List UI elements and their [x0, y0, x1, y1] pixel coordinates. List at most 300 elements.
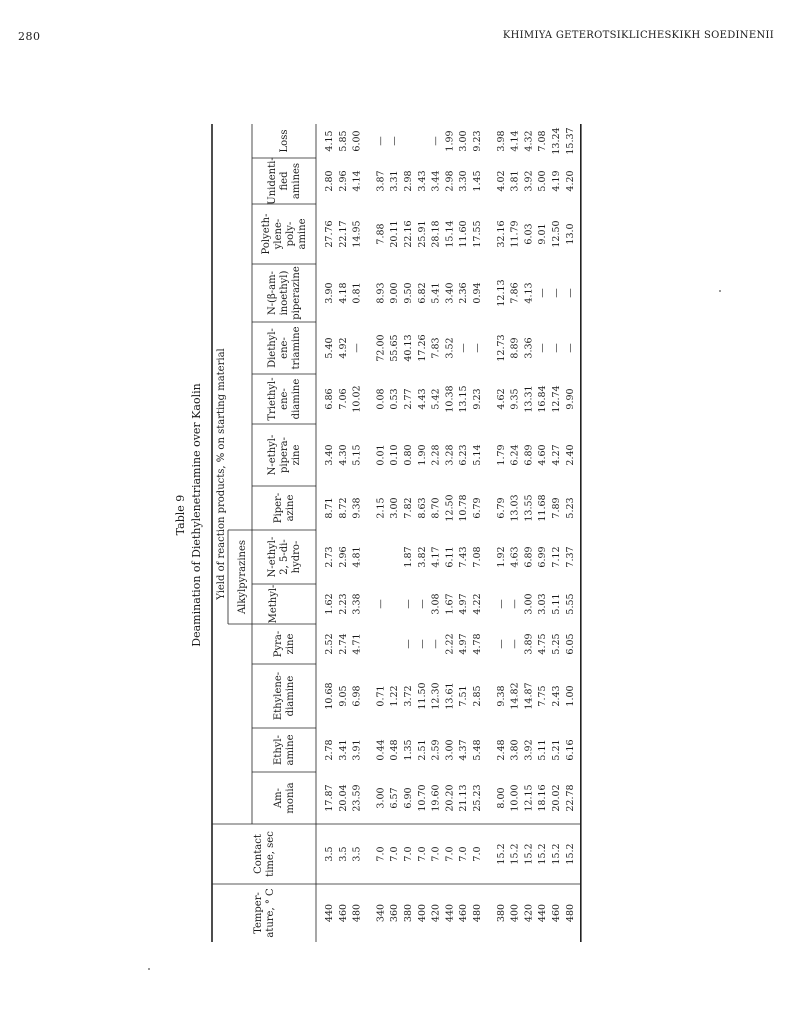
data-table [172, 70, 772, 960]
table-cell: 11.79 [509, 220, 521, 248]
table-cell: 4.14 [351, 170, 363, 192]
table-cell: 5.42 [430, 388, 442, 410]
table-cell: 0.48 [389, 739, 401, 761]
table-cell: 2.74 [337, 633, 349, 655]
table-cell: 0.08 [375, 388, 387, 410]
column-header-triethylenediamine: ene- [279, 388, 290, 410]
table-cell: 21.13 [458, 784, 470, 812]
table-cell: 9.90 [564, 388, 576, 410]
table-cell: 2.59 [430, 739, 442, 761]
table-cell: 3.03 [537, 593, 549, 615]
table-cell: 12.15 [523, 784, 535, 812]
table-cell: 380 [403, 903, 414, 923]
table-cell: 7.0 [430, 846, 442, 862]
table-cell: 1.90 [416, 444, 428, 466]
table-cell: 5.14 [472, 444, 483, 466]
table-cell: 7.0 [375, 846, 387, 862]
table-cell: 4.15 [324, 130, 335, 152]
column-header-nethylpiperazine: N-ethyl- [267, 434, 278, 476]
table-cell: 2.80 [324, 170, 335, 192]
column-header-aminoethylpiperazine: inoethyl) [279, 270, 290, 316]
table-cell: 14.82 [509, 682, 521, 710]
table-cell: 3.00 [458, 130, 470, 152]
column-header-aminoethylpiperazine: piperazine [291, 266, 302, 320]
table-cell: — [509, 599, 521, 609]
table-cell: 400 [416, 903, 428, 923]
table-cell: 10.68 [324, 682, 335, 710]
table-cell: 17.26 [416, 334, 428, 362]
table-cell: 3.89 [523, 633, 535, 655]
table-cell: 8.63 [416, 497, 428, 519]
table-cell: 8.70 [430, 497, 442, 519]
table-cell: 4.32 [523, 130, 535, 152]
table-cell: 5.21 [551, 739, 562, 761]
table-cell: 4.92 [337, 337, 349, 359]
table-cell: 8.00 [495, 787, 507, 809]
table-cell: 3.38 [351, 593, 363, 615]
table-cell: 1.87 [403, 546, 414, 568]
table-cell: 5.15 [351, 444, 363, 466]
table-cell: 4.63 [509, 546, 521, 568]
scan-speck [719, 290, 721, 292]
table-cell: 7.12 [551, 546, 562, 568]
column-header-pyrazine: zine [285, 633, 296, 655]
table-cell: 4.02 [495, 170, 507, 192]
table-cell: 340 [375, 903, 387, 923]
table-cell: 8.71 [324, 497, 335, 519]
table-cell: — [430, 639, 442, 649]
table-cell: 460 [458, 903, 470, 923]
table-cell: 7.43 [458, 546, 470, 568]
table-cell: 20.11 [389, 220, 401, 248]
column-header-pyrazine: Pyra- [273, 630, 284, 658]
table-cell: 480 [472, 903, 483, 923]
table-cell: 2.28 [430, 444, 442, 466]
table-cell: 7.0 [472, 846, 483, 862]
table-cell: 4.14 [509, 130, 521, 152]
table-cell: 3.36 [523, 337, 535, 359]
table-cell: 1.62 [324, 593, 335, 615]
table-cell: 420 [523, 903, 535, 923]
table-cell: 0.53 [389, 388, 401, 410]
table-cell: 2.23 [337, 593, 349, 615]
table-cell: 2.98 [444, 170, 456, 192]
table-cell: 0.10 [389, 444, 401, 466]
table-cell: 6.57 [389, 787, 401, 809]
column-header-polyethylenepolyamine: Polyeth- [261, 213, 272, 255]
table-cell: 15.2 [495, 843, 507, 865]
table-cell: 6.16 [564, 739, 576, 761]
column-header-polyethylenepolyamine: amine [297, 218, 308, 250]
column-header-diethylenetriamine: ene- [279, 337, 290, 359]
table-cell: 17.55 [472, 220, 483, 248]
table-cell: 6.79 [495, 497, 507, 519]
table-number: Table 9 [174, 494, 187, 536]
table-cell: 4.78 [472, 633, 483, 655]
table-cell: 4.97 [458, 633, 470, 655]
table-cell: 460 [337, 903, 349, 923]
table-cell: 10.70 [416, 784, 428, 812]
table-cell: 55.65 [389, 334, 401, 362]
table-cell: 3.30 [458, 170, 470, 192]
table-cell: 2.77 [403, 388, 414, 410]
table-cell: 18.16 [537, 784, 549, 812]
table-cell: 440 [324, 903, 335, 923]
table-cell: 6.00 [351, 130, 363, 152]
table-cell: 10.00 [509, 784, 521, 812]
table-cell: 0.80 [403, 444, 414, 466]
table-cell: 19.60 [430, 784, 442, 812]
table-cell: 1.22 [389, 685, 401, 707]
table-cell: 3.92 [523, 739, 535, 761]
table-cell: 3.5 [324, 846, 335, 862]
table-cell: 7.08 [472, 546, 483, 568]
table-cell: 2.15 [375, 497, 387, 519]
table-cell: 400 [509, 903, 521, 923]
table-cell: 4.97 [458, 593, 470, 615]
column-header-nethyl_dihydro: hydro- [291, 540, 302, 574]
table-cell: 8.72 [337, 497, 349, 519]
table-cell: 5.11 [551, 593, 562, 615]
table-cell: 13.31 [523, 385, 535, 413]
table-cell: 27.76 [324, 220, 335, 248]
table-cell: 28.18 [430, 220, 442, 248]
column-header-polyethylenepolyamine: ylene- [273, 218, 284, 250]
table-cell: 4.20 [564, 170, 576, 192]
table-cell: 4.19 [551, 170, 562, 192]
table-cell: 22.16 [403, 220, 414, 248]
yield-group-header: Yield of reaction products, % on starting material [216, 348, 227, 600]
table-cell: 5.00 [537, 170, 549, 192]
table-cell: — [416, 639, 428, 649]
table-cell: — [472, 343, 483, 353]
table-cell: 1.45 [472, 170, 483, 192]
table-cell: 0.44 [375, 739, 387, 761]
table-cell: 32.16 [495, 220, 507, 248]
column-header-ethylamine: amine [285, 734, 296, 766]
table-cell: 2.22 [444, 633, 456, 655]
table-cell: 6.11 [444, 546, 456, 568]
column-header-diethylenetriamine: Diethyl- [267, 328, 278, 368]
table-cell: 4.17 [430, 546, 442, 568]
table-cell: 3.00 [375, 787, 387, 809]
column-header-nethylpiperazine: pipera- [279, 436, 290, 474]
table-cell: 22.78 [564, 784, 576, 812]
table-cell: 13.55 [523, 494, 535, 522]
table-cell: 2.78 [324, 739, 335, 761]
table-cell: 6.05 [564, 633, 576, 655]
table-cell: 8.89 [509, 337, 521, 359]
table-cell: 12.73 [495, 334, 507, 362]
table-cell: 5.11 [537, 739, 549, 761]
table-cell: 15.2 [509, 843, 521, 865]
table-cell: 9.38 [495, 685, 507, 707]
column-header-unidentified: Unidenti- [267, 157, 278, 205]
table-cell: 9.01 [537, 223, 549, 245]
table-cell: 4.75 [537, 633, 549, 655]
table-cell: 16.84 [537, 385, 549, 413]
table-cell: 3.80 [509, 739, 521, 761]
table-cell: 40.13 [403, 334, 414, 362]
table-cell: — [351, 343, 363, 353]
column-header-diethylenetriamine: triamine [291, 326, 302, 370]
table-cell: 5.48 [472, 739, 483, 761]
column-header-triethylenediamine: diamine [291, 378, 302, 420]
table-cell: — [551, 343, 562, 353]
table-cell: 3.5 [337, 846, 349, 862]
table-cell: 4.37 [458, 739, 470, 761]
table-cell: — [537, 288, 549, 298]
table-cell: 8.93 [375, 282, 387, 304]
table-cell: 2.40 [564, 444, 576, 466]
table-cell: 13.24 [551, 127, 562, 155]
column-header-piperazine: azine [285, 494, 296, 522]
table-cell: 7.0 [403, 846, 414, 862]
table-cell: 3.98 [495, 130, 507, 152]
table-cell: 11.68 [537, 494, 549, 522]
table-cell: 3.87 [375, 170, 387, 192]
table-cell: — [403, 639, 414, 649]
table-cell: 3.00 [523, 593, 535, 615]
table-cell: 380 [495, 903, 507, 923]
table-cell: 13.61 [444, 682, 456, 710]
table-cell: 6.23 [458, 444, 470, 466]
table-cell: 2.52 [324, 633, 335, 655]
table-cell: 3.40 [324, 444, 335, 466]
table-cell: — [551, 288, 562, 298]
column-header-polyethylenepolyamine: poly- [285, 221, 296, 247]
table-cell: 3.52 [444, 337, 456, 359]
table-cell: 2.51 [416, 739, 428, 761]
table-cell: 3.81 [509, 170, 521, 192]
column-header-nethyl_dihydro: N-ethyl- [267, 536, 278, 578]
table-cell: 2.36 [458, 282, 470, 304]
table-cell: 3.92 [523, 170, 535, 192]
table-cell: 15.2 [564, 843, 576, 865]
table-cell: 14.87 [523, 682, 535, 710]
table-cell: 2.96 [337, 170, 349, 192]
table-cell: 13.15 [458, 385, 470, 413]
table-cell: 460 [551, 903, 562, 923]
table-cell: 4.30 [337, 444, 349, 466]
table-cell: 9.23 [472, 130, 483, 152]
table-cell: 6.03 [523, 223, 535, 245]
table-cell: 480 [564, 903, 576, 923]
table-cell: — [416, 599, 428, 609]
table-cell: 440 [537, 903, 549, 923]
table-cell: — [458, 343, 470, 353]
table-cell: 25.91 [416, 220, 428, 248]
table-cell: 11.60 [458, 220, 470, 248]
table-cell: 0.71 [375, 685, 387, 707]
table-cell: 12.30 [430, 682, 442, 710]
table-cell: 0.81 [351, 282, 363, 304]
table-caption: Deamination of Diethylenetriamine over Kaolin [190, 383, 203, 647]
table-cell: 0.01 [375, 444, 387, 466]
table-cell: 3.31 [389, 170, 401, 192]
table-cell: 4.13 [523, 282, 535, 304]
table-cell: 2.48 [495, 739, 507, 761]
table-cell: 7.51 [458, 685, 470, 707]
table-cell: 2.85 [472, 685, 483, 707]
column-header-ammonia: monia [285, 782, 296, 814]
column-header-ethylenediamine: diamine [285, 675, 296, 717]
column-header-contact: Contact [253, 834, 264, 874]
scan-speck [148, 968, 150, 970]
table-cell: 7.88 [375, 223, 387, 245]
table-cell: 3.08 [430, 593, 442, 615]
table-cell: 5.40 [324, 337, 335, 359]
table-cell: 4.62 [495, 388, 507, 410]
table-cell: 3.82 [416, 546, 428, 568]
column-header-loss: Loss [279, 129, 290, 153]
table-cell: 3.91 [351, 739, 363, 761]
table-cell: 25.23 [472, 784, 483, 812]
table-cell: 14.95 [351, 220, 363, 248]
table-cell: 10.78 [458, 494, 470, 522]
table-cell: 12.50 [551, 220, 562, 248]
table-cell: 5.85 [337, 130, 349, 152]
page-number: 280 [18, 30, 41, 43]
table-cell: — [375, 599, 387, 609]
column-header-temp: ature, ° C [265, 888, 276, 938]
table-cell: 6.99 [537, 546, 549, 568]
journal-running-head: KHIMIYA GETEROTSIKLICHESKIKH SOEDINENII [502, 30, 774, 41]
table-cell: 7.06 [337, 388, 349, 410]
table-cell: 1.67 [444, 593, 456, 615]
table-cell: 7.75 [537, 685, 549, 707]
table-cell: 6.82 [416, 282, 428, 304]
column-header-unidentified: amines [291, 162, 302, 200]
table-cell: 5.25 [551, 633, 562, 655]
table-cell: — [564, 343, 576, 353]
table-cell: — [430, 136, 442, 146]
column-header-ethylamine: Ethyl- [273, 735, 284, 765]
column-header-temp: Temper- [253, 892, 264, 934]
table-cell: — [537, 343, 549, 353]
table-cell: — [403, 599, 414, 609]
table-cell: 2.96 [337, 546, 349, 568]
table-cell: 1.35 [403, 739, 414, 761]
table-cell: 12.50 [444, 494, 456, 522]
table-cell: 6.98 [351, 685, 363, 707]
table-cell: 4.71 [351, 633, 363, 655]
column-header-contact: time, sec [265, 831, 276, 877]
table-cell: 15.2 [523, 843, 535, 865]
column-header-ammonia: Am- [273, 787, 284, 809]
table-cell: 12.13 [495, 279, 507, 307]
table-cell: 7.0 [444, 846, 456, 862]
table-cell: 17.87 [324, 784, 335, 812]
table-cell: 12.74 [551, 385, 562, 413]
table-cell: 440 [444, 903, 456, 923]
table-cell: 3.28 [444, 444, 456, 466]
column-header-nethylpiperazine: zine [291, 444, 302, 466]
table-cell: 7.0 [416, 846, 428, 862]
table-cell: 7.37 [564, 546, 576, 568]
table-cell: 6.86 [324, 388, 335, 410]
table-cell: 13.0 [564, 223, 576, 245]
table-cell: 72.00 [375, 334, 387, 362]
column-header-unidentified: fied [279, 171, 290, 191]
table-cell: 6.89 [523, 546, 535, 568]
table-cell: 11.50 [416, 682, 428, 710]
table-cell: 3.40 [444, 282, 456, 304]
table-cell: 2.43 [551, 685, 562, 707]
table-cell: 20.02 [551, 784, 562, 812]
table-cell: 480 [351, 903, 363, 923]
table-cell: 1.99 [444, 130, 456, 152]
table-cell: 20.20 [444, 784, 456, 812]
table-cell: 4.22 [472, 593, 483, 615]
table-cell: 3.5 [351, 846, 363, 862]
column-header-piperazine: Piper- [273, 492, 284, 524]
table-cell: 3.41 [337, 739, 349, 761]
table-cell: 7.0 [458, 846, 470, 862]
column-header-methyl: Methyl- [268, 584, 279, 624]
table-cell: 3.00 [444, 739, 456, 761]
table-cell: 23.59 [351, 784, 363, 812]
table-cell: 15.2 [551, 843, 562, 865]
table-cell: — [509, 639, 521, 649]
table-cell: — [495, 599, 507, 609]
table-cell: 9.00 [389, 282, 401, 304]
table-cell: 9.35 [509, 388, 521, 410]
table-cell: 7.83 [430, 337, 442, 359]
table-cell: 9.05 [337, 685, 349, 707]
table-cell: — [389, 136, 401, 146]
rotated-table-block [172, 70, 772, 960]
table-cell: 6.79 [472, 497, 483, 519]
column-header-triethylenediamine: Triethyl- [267, 377, 278, 421]
table-cell: 0.94 [472, 282, 483, 304]
table-cell: 1.00 [564, 685, 576, 707]
table-cell: 1.92 [495, 546, 507, 568]
table-cell: 3.72 [403, 685, 414, 707]
table-cell: 10.02 [351, 385, 363, 413]
table-cell: 7.89 [551, 497, 562, 519]
table-cell: 9.23 [472, 388, 483, 410]
table-cell: 22.17 [337, 220, 349, 248]
table-cell: 6.90 [403, 787, 414, 809]
table-cell: 4.18 [337, 282, 349, 304]
table-cell: 15.37 [564, 127, 576, 155]
table-cell: 4.27 [551, 444, 562, 466]
table-cell: 15.14 [444, 220, 456, 248]
table-cell: 6.24 [509, 444, 521, 466]
table-cell: 2.98 [403, 170, 414, 192]
table-cell: 7.86 [509, 282, 521, 304]
column-header-nethyl_dihydro: 2, 5-di- [279, 539, 290, 575]
table-cell: 7.82 [403, 497, 414, 519]
table-cell: 3.43 [416, 170, 428, 192]
table-cell: 5.55 [564, 593, 576, 615]
table-cell: 5.41 [430, 282, 442, 304]
column-header-ethylenediamine: Ethylene- [273, 671, 284, 721]
table-cell: 7.0 [389, 846, 401, 862]
table-cell: 15.2 [537, 843, 549, 865]
table-cell: 13.03 [509, 494, 521, 522]
table-cell: 4.43 [416, 388, 428, 410]
column-header-aminoethylpiperazine: N-(β-am- [267, 270, 278, 316]
table-cell: 10.38 [444, 385, 456, 413]
table-cell: 9.38 [351, 497, 363, 519]
table-cell: — [375, 136, 387, 146]
table-cell: 4.81 [351, 546, 363, 568]
table-cell: — [564, 288, 576, 298]
table-cell: 420 [430, 903, 442, 923]
table-cell: 4.60 [537, 444, 549, 466]
